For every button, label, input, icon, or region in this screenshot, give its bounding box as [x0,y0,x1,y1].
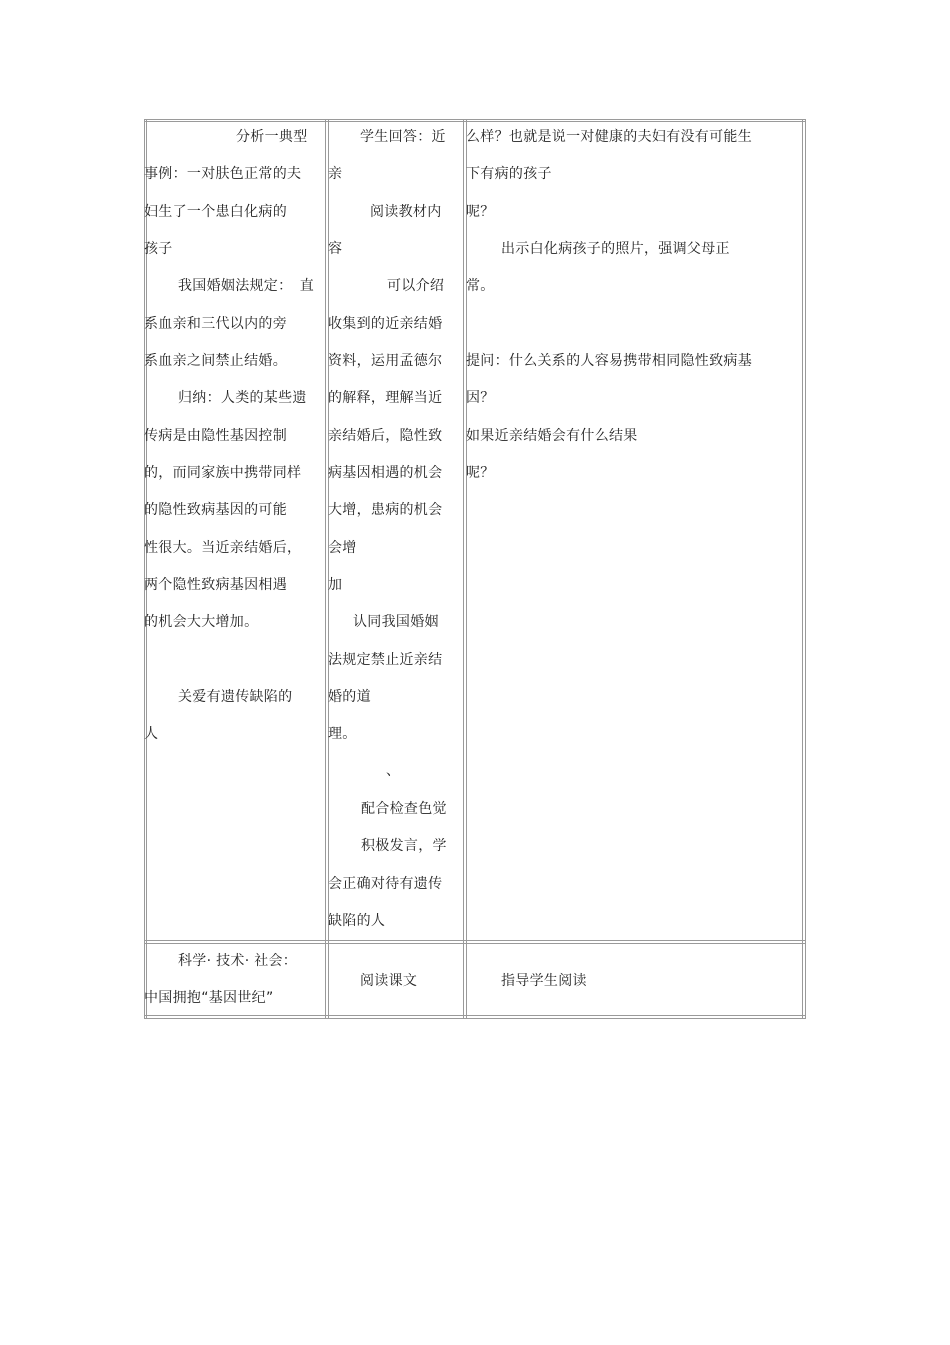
text-line: 呢？ [466,204,495,220]
text-line: 会增 [328,540,357,556]
text-line: 婚的道 [328,689,371,705]
text-line: 资料，运用孟德尔 [328,353,443,369]
text-line: 的，而同家族中携带同样 [144,465,302,481]
text-line: 配合检查色觉 [361,801,447,817]
text-line: 中国拥抱“基因世纪” [144,990,274,1006]
text-line: 可以介绍 [387,278,445,294]
text-line: 呢？ [466,465,495,481]
text-line: 指导学生阅读 [501,973,587,989]
text-line: 收集到的近亲结婚 [328,316,443,332]
text-line: 、 [386,763,401,779]
text-line: 妇生了一个患白化病的 [144,204,287,220]
text-line: 认同我国婚姻 [353,614,439,630]
text-line: 系血亲之间禁止结婚。 [144,353,287,369]
text-line: 传病是由隐性基因控制 [144,428,287,444]
text-line: 如果近亲结婚会有什么结果 [466,428,638,444]
text-line: 归纳：人类的某些遗 [178,390,307,406]
text-line: 孩子 [144,241,173,257]
table-border-right [802,119,803,1019]
text-line: 阅读课文 [360,973,418,989]
row1-content-cell [144,119,325,940]
text-line: 学生回答：近 [360,129,446,145]
text-line: 容 [328,241,343,257]
text-line: 阅读教材内 [370,204,442,220]
text-line: 因？ [466,390,495,406]
text-line: 会正确对待有遗传 [328,876,443,892]
text-line: 加 [328,577,343,593]
text-line: 我国婚姻法规定： 直 [178,278,314,294]
text-line: 的机会大大增加。 [144,614,259,630]
text-line: 亲 [328,166,343,182]
row1-student-activity-cell [328,119,463,940]
text-line: 积极发言，学 [361,838,447,854]
text-line: 事例：一对肤色正常的夫 [144,166,302,182]
text-line: 缺陷的人 [328,913,386,929]
text-line: 大增，患病的机会 [328,502,443,518]
text-line: 亲结婚后，隐性致 [328,428,443,444]
column-divider-1 [325,119,326,1019]
text-line: 分析一典型 [236,129,308,145]
text-line: 性很大。当近亲结婚后， [144,540,302,556]
text-line: 人 [144,726,159,742]
table-border-bottom [144,1015,806,1016]
text-line: 提问：什么关系的人容易携带相同隐性致病基 [466,353,752,369]
text-line: 常。 [466,278,495,294]
row1-teacher-activity-cell [466,119,802,940]
text-line: 系血亲和三代以内的旁 [144,316,287,332]
text-line: 下有病的孩子 [466,166,552,182]
text-line: 理。 [328,726,357,742]
column-divider-2 [463,119,464,1019]
text-line: 两个隐性致病基因相遇 [144,577,287,593]
row2-student-activity-cell [328,943,463,1015]
text-line: 关爱有遗传缺陷的 [178,689,293,705]
row-divider [144,940,806,941]
text-line: 病基因相遇的机会 [328,465,443,481]
text-line: 出示白化病孩子的照片，强调父母正 [501,241,730,257]
table-border-right-inner [805,119,806,1019]
table-border-bottom-inner [144,1018,806,1019]
text-line: 的解释，理解当近 [328,390,443,406]
text-line: 科学· 技术· 社会： [178,953,298,969]
lesson-plan-table [144,119,806,1019]
text-line: 法规定禁止近亲结 [328,652,443,668]
text-line: 的隐性致病基因的可能 [144,502,287,518]
row2-teacher-activity-cell [466,943,802,1015]
text-line: 么样？也就是说一对健康的夫妇有没有可能生 [466,129,752,145]
row2-content-cell [144,943,325,1015]
